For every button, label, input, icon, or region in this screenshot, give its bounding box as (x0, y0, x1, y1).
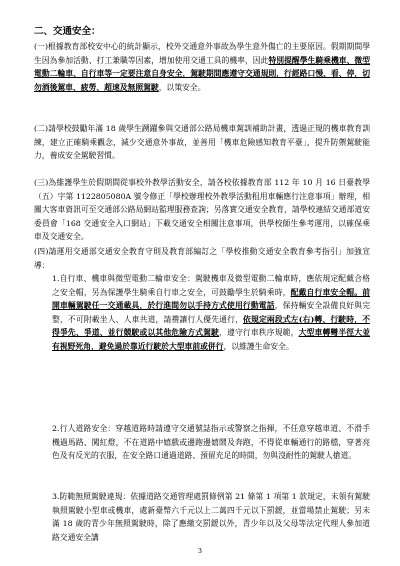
section-title: 二、交通安全： (34, 26, 101, 37)
highlighted-text: 大型車轉彎半徑大並有視野死角，避免過於靠近行駛於大型車前或併行 (52, 328, 371, 351)
paragraph-item-2: (二)請學校鼓勵年滿 18 歲學生踴躍參與交通部公路局機車駕訓補助計畫，透過正規的機車教育訓練，建立正確騎乘觀念，減少交通意外事故，並善用「機車危險感知教育平臺」，提升防禦駕駛能力，養成安全駕駛習慣。 (34, 124, 370, 161)
paragraph-text: ，以維護生命安全。 (223, 341, 294, 351)
paragraph-item-1 (34, 40, 370, 94)
page-number: 3 (197, 547, 203, 555)
highlighted-text: 特別提醒學生騎乘機車、微型電動二輪車、自行車等一定要注意自身安全，駕駛期間應遵守交通規則，行經路口慢、看、停，切勿酒後駕車、疲勞、超速及無照駕駛 (34, 55, 371, 92)
paragraph-item-4: (四)請運用交通部交通安全教育守則及教育部編訂之「學校推動交通安全教育參考指引」加強宣導： (34, 247, 370, 270)
paragraph-text: ，以策安全。 (158, 82, 206, 92)
highlighted-text: 配戴自行車安全帽。前開車輛駕駛任一交通載具，於行進間勿以手持方式使用行動電話 (52, 287, 371, 311)
paragraph-text: ，遵守行車秩序規範， (219, 328, 299, 338)
paragraph-text: (一)根據教育部校安中心的統計顯示，校外交通意外事故為學生意外傷亡的主要原因。假期期間學生因為參加活動、打工兼職等因素，增加使用交通工具的機率，因此 (34, 42, 370, 65)
paragraph-text: 1.自行車、機車與微型電動二輪車安全：駕駛機車及微型電動二輪車時，應依規定配戴合格之安全帽，另為保護學生騎乘自行車之安全，可鼓勵學生於騎乘時， (52, 274, 370, 297)
paragraph-item-3: (三)為維護學生於假期間從事校外教學活動安全，請各校依據教育部 112 年 10 月 16 日臺教學（五）字第 1122805080A 號令修正「學校辦理校外教學活動租用車輛應行注意事項」辦理，相關大客車資訊可至交通部公路局網站監理服務查詢；另落實交通安全教育，請學校連結交通部道安委員會「168 交通安全入口網站」下載交通安全相關注意事項，供學校師生參考運用，以確保乘車及交通安全。 (34, 178, 370, 242)
subitem-2: 2.行人道路安全：穿越道路時請遵守交通號誌指示或警察之指揮，不任意穿越車道、不滑手機過馬路、闖紅燈，不在道路中嬉戲或邊跑邊嬉鬧及奔跑，不得從車輛通行的路檔，穿著亮色及有反光的衣服，在安全路口通過道路、預留充足的時間，勿與沒耐性的駕駛人搶道。 (52, 424, 370, 461)
subitem-3: 3.防範無照駕駛違規：依據道路交通管理處罰條例第 21 條第 1 項第 1 款規定，未領有駕駛執照駕駛小型車或機車，處新臺幣六千元以上二萬四千元以下罰鍰，並當場禁止駕駛；另未滿 18 歲的青少年無照駕駛時，除了應繳交罰鍰以外，青少年以及父母等法定代理人參加道路交通安全講 (52, 492, 370, 542)
paragraph-text: ，保持輛安全設備良好與完整，不可附載坐人、人車共道，請禮讓行人優先通行， (52, 301, 371, 324)
subitem-1 (52, 272, 370, 354)
highlighted-text: 依規定兩段式左(右)轉、行駛時，不得爭先、爭道、並行競駛或以其他危險方式駕駛 (52, 314, 370, 338)
